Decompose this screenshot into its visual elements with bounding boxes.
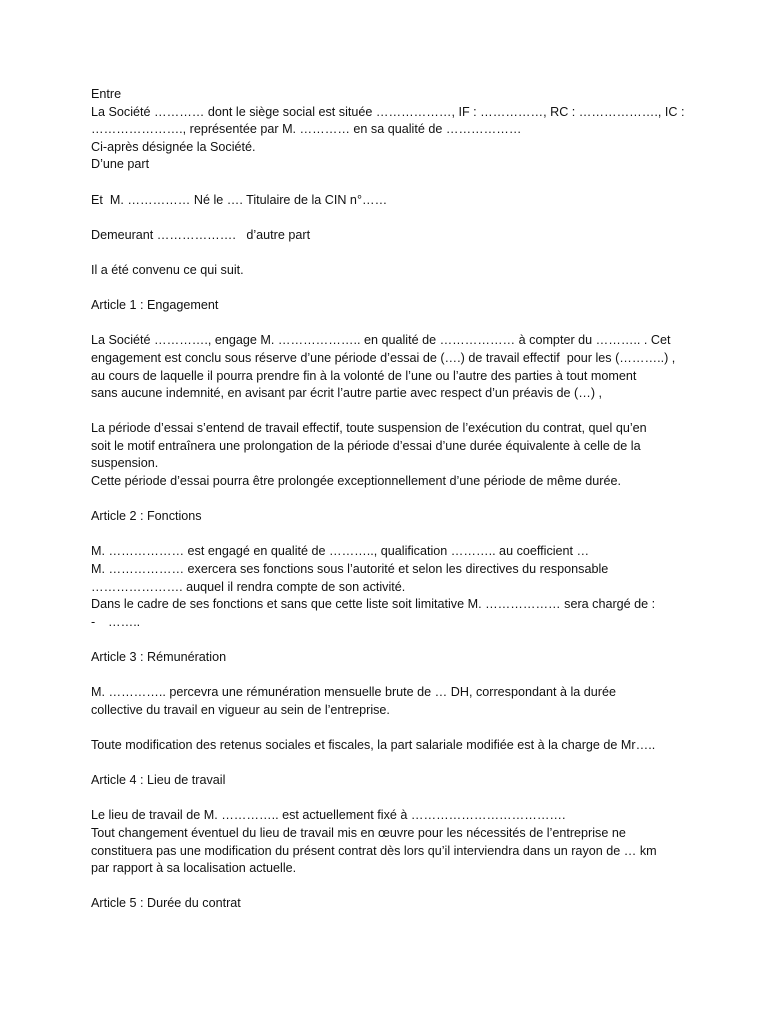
- article-3-paragraph-2: Toute modification des retenus sociales et fiscales, la part salariale modifiée est à la charge de Mr…..: [91, 737, 656, 752]
- spacer: [91, 631, 728, 649]
- intro-line: La Société ………… dont le siège social est située ………………, IF : ……………, RC : ………………., IC :: [91, 104, 685, 119]
- spacer: [91, 719, 728, 737]
- article-3-paragraph-1: [91, 684, 728, 719]
- spacer: [91, 878, 728, 896]
- intro-line: …………………., représentée par M. ………… en sa qualité de ………………: [91, 122, 522, 137]
- text-line: M. ………….. percevra une rémunération mensuelle brute de … DH, correspondant à la durée: [91, 685, 616, 700]
- bullet-text: ……..: [108, 614, 141, 629]
- bullet-marker: -: [91, 614, 96, 629]
- text-line: Tout changement éventuel du lieu de travail mis en œuvre pour les nécessités de l’entreprise ne: [91, 825, 626, 840]
- article-2-body: [91, 543, 728, 631]
- bullet-item: [91, 614, 728, 632]
- text-line: au cours de laquelle il pourra prendre fin à la volonté de l’une ou l’autre des parties à tout moment: [91, 368, 637, 383]
- text-line: La Société …………., engage M. ……………….. en qualité de ……………… à compter du ……….. . Cet: [91, 333, 671, 348]
- intro-line: Entre: [91, 87, 122, 101]
- article-1-heading: Article 1 : Engagement: [91, 298, 219, 313]
- text-line: Le lieu de travail de M. ………….. est actuellement fixé à ……………………………….: [91, 808, 566, 823]
- text-line: soit le motif entraînera une prolongation de la période d’essai d’une durée équivalente à celle de la: [91, 438, 641, 453]
- text-line: engagement est conclu sous réserve d’une période d’essai de (….) de travail effectif pour les (………..) ,: [91, 350, 676, 365]
- spacer: [91, 174, 728, 192]
- text-line: M. ……………… exercera ses fonctions sous l’autorité et selon les directives du responsable: [91, 562, 609, 577]
- article-4-body: [91, 807, 728, 877]
- text-line: M. ……………… est engagé en qualité de ……….., qualification ……….. au coefficient …: [91, 544, 590, 559]
- text-line: Dans le cadre de ses fonctions et sans que cette liste soit limitative M. ……………… sera chargé de :: [91, 597, 656, 612]
- text-line: …………………. auquel il rendra compte de son activité.: [91, 579, 406, 594]
- article-1-paragraph-1: [91, 332, 728, 402]
- spacer: [91, 403, 728, 421]
- article-5-heading: Article 5 : Durée du contrat: [91, 896, 241, 911]
- spacer: [91, 315, 728, 333]
- agreement-line: Il a été convenu ce qui suit.: [91, 262, 244, 277]
- article-1-paragraph-2: [91, 420, 728, 490]
- spacer: [91, 280, 728, 298]
- spacer: [91, 790, 728, 808]
- article-3-heading: Article 3 : Rémunération: [91, 650, 227, 664]
- text-line: collective du travail en vigueur au sein de l’entreprise.: [91, 702, 390, 717]
- intro-section: [91, 86, 728, 174]
- text-line: suspension.: [91, 456, 159, 471]
- spacer: [91, 209, 728, 227]
- text-line: sans aucune indemnité, en avisant par écrit l’autre partie avec respect d’un préavis de (…) ,: [91, 386, 603, 401]
- article-4-heading: Article 4 : Lieu de travail: [91, 773, 226, 788]
- intro-line: Ci-après désignée la Société.: [91, 139, 256, 154]
- text-line: constituera pas une modification du présent contrat dès lors qu’il interviendra dans un rayon de … km: [91, 843, 657, 858]
- text-line: Cette période d’essai pourra être prolongée exceptionnellement d’une période de même durée.: [91, 474, 621, 489]
- residence-line: Demeurant ………………. d’autre part: [91, 227, 311, 242]
- text-line: par rapport à sa localisation actuelle.: [91, 861, 297, 876]
- spacer: [91, 755, 728, 773]
- article-2-heading: Article 2 : Fonctions: [91, 509, 202, 524]
- spacer: [91, 526, 728, 544]
- spacer: [91, 244, 728, 262]
- text-line: La période d’essai s’entend de travail effectif, toute suspension de l’exécution du contrat, quel qu’en: [91, 421, 647, 436]
- spacer: [91, 491, 728, 509]
- intro-line: D’une part: [91, 157, 150, 172]
- second-party-line: Et M. …………… Né le …. Titulaire de la CIN n°……: [91, 192, 388, 207]
- spacer: [91, 667, 728, 685]
